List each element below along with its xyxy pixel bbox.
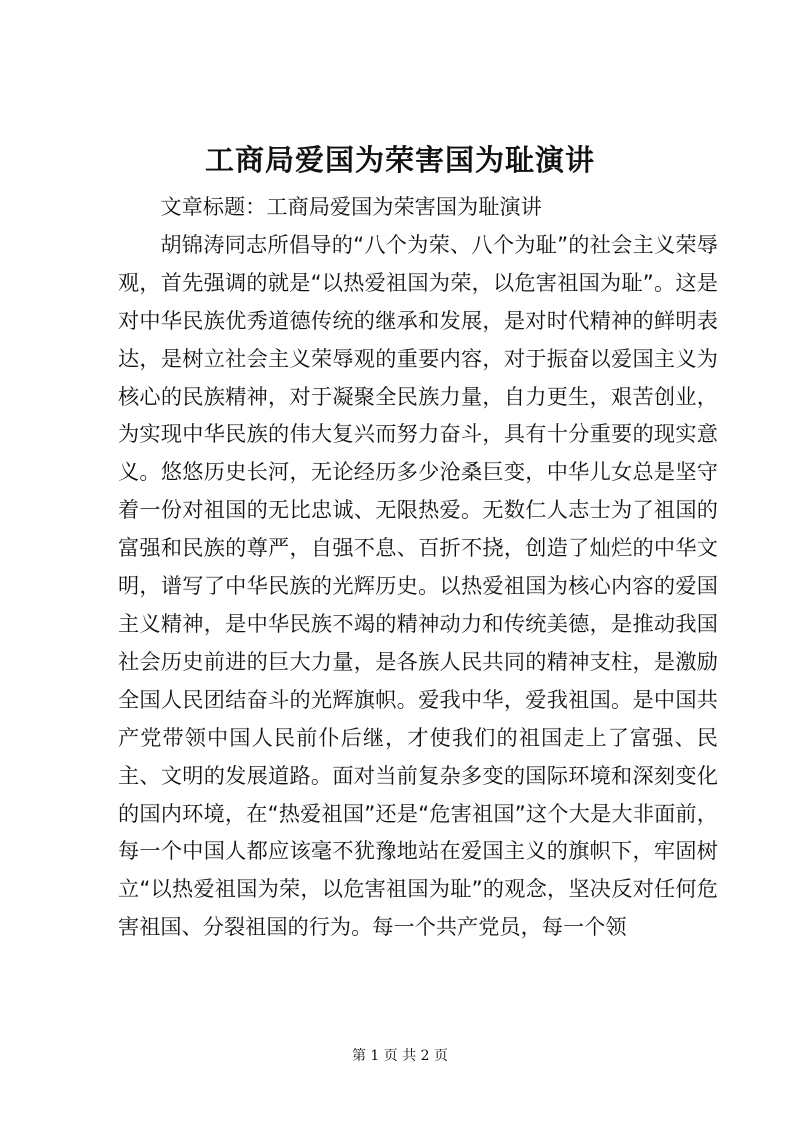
document-title: 工商局爱国为荣害国为耻演讲 [204,143,595,177]
document-body [118,188,718,946]
page-footer: 第 1 页 共 2 页 [351,1048,449,1064]
body-paragraph: 胡锦涛同志所倡导的“八个为荣、八个为耻”的社会主义荣辱观，首先强调的就是“以热爱祖国为荣，以危害祖国为耻”。这是对中华民族优秀道德传统的继承和发展，是对时代精神的鲜明表达，是树立社会主义荣辱观的重要内容，对于振奋以爱国主义为核心的民族精神，对于凝聚全民族力量，自力更生，艰苦创业，为实现中华民族的伟大复兴而努力奋斗，具有十分重要的现实意义。悠悠历史长河，无论经历多少沧桑巨变，中华儿女总是坚守着一份对祖国的无比忠诚、无限热爱。无数仁人志士为了祖国的富强和民族的尊严，自强不息、百折不挠，创造了灿烂的中华文明，谱写了中华民族的光辉历史。以热爱祖国为核心内容的爱国主义精神，是中华民族不竭的精神动力和传统美德，是推动我国社会历史前进的巨大力量，是各族人民共同的精神支柱，是激励全国人民团结奋斗的光辉旗帜。爱我中华，爱我祖国。是中国共产党带领中国人民前仆后继，才使我们的祖国走上了富强、民主、文明的发展道路。面对当前复杂多变的国际环境和深刻变化的国内环境，在“热爱祖国”还是“危害祖国”这个大是大非面前，每一个中国人都应该毫不犹豫地站在爱国主义的旗帜下，牢固树立“以热爱祖国为荣，以危害祖国为耻”的观念，坚决反对任何危害祖国、分裂祖国的行为。每一个共产党员，每一个领 [118,231,718,940]
subtitle-line: 文章标题：工商局爱国为荣害国为耻演讲 [160,194,542,219]
